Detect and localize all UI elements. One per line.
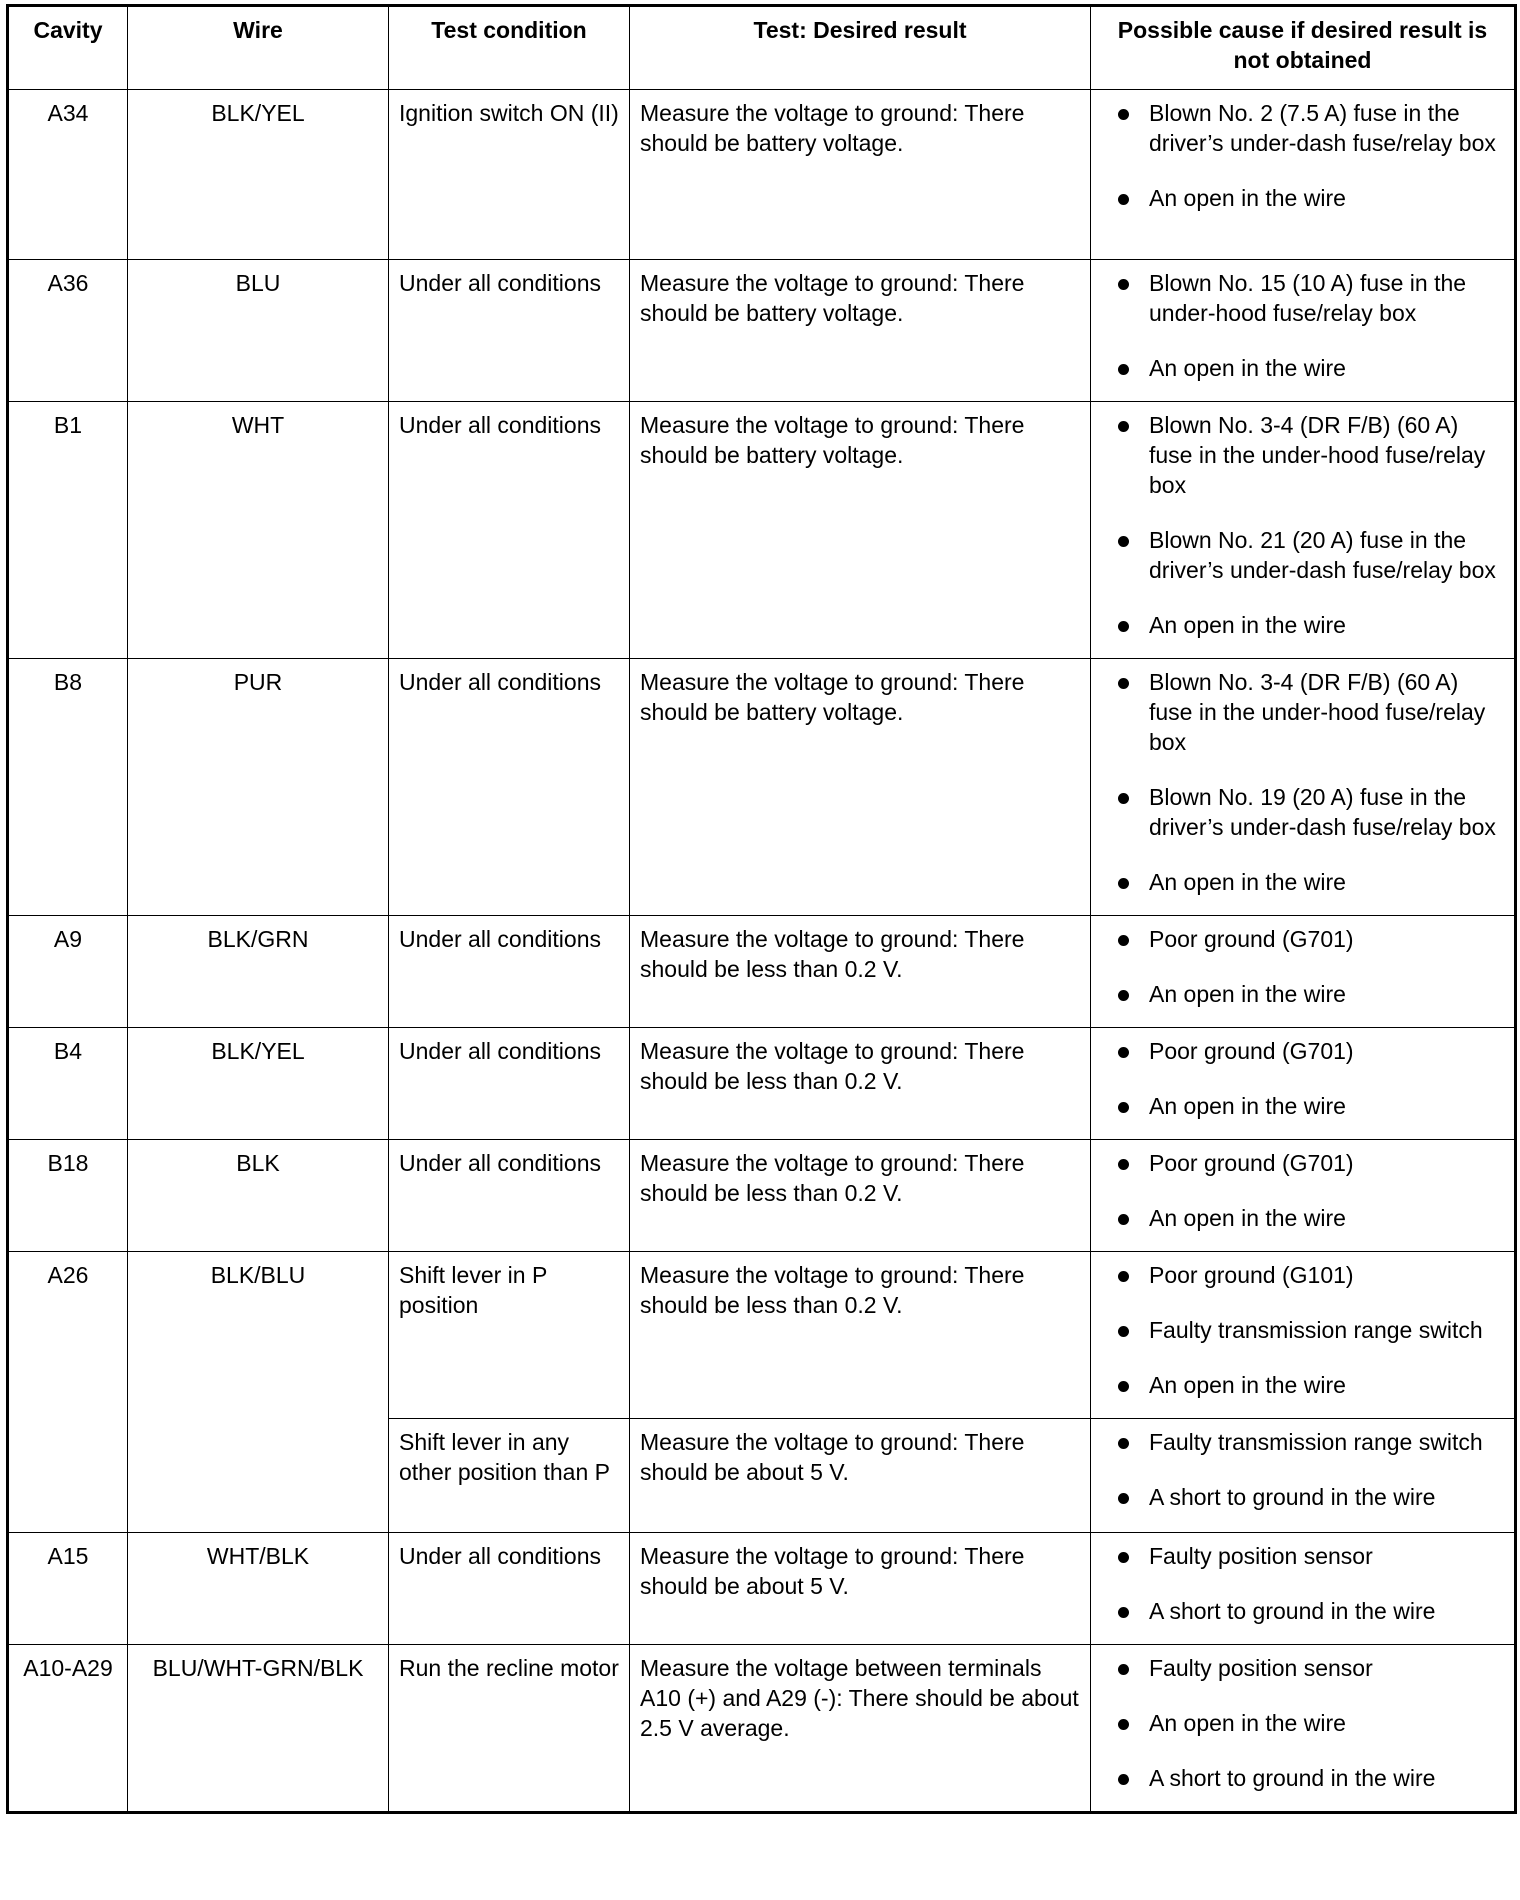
bullet-icon — [1118, 364, 1129, 375]
test-condition-cell: Under all conditions — [389, 1140, 630, 1252]
desired-result-cell: Measure the voltage to ground: There should be battery voltage. — [630, 659, 1091, 916]
wire-cell: BLU/WHT-GRN/BLK — [128, 1645, 389, 1813]
cause-list-item — [1101, 782, 1504, 842]
cause-text: Blown No. 3-4 (DR F/B) (60 A) fuse in the under-hood fuse/relay box — [1149, 412, 1486, 498]
cavity-cell: A15 — [8, 1533, 128, 1645]
possible-cause-cell — [1091, 1028, 1516, 1140]
test-condition-cell: Under all conditions — [389, 402, 630, 659]
bullet-icon — [1118, 1552, 1129, 1563]
test-condition-cell: Shift lever in P position — [389, 1252, 630, 1419]
cause-text: Blown No. 19 (20 A) fuse in the driver’s under-dash fuse/relay box — [1149, 784, 1496, 840]
cause-text: Blown No. 21 (20 A) fuse in the driver’s under-dash fuse/relay box — [1149, 527, 1496, 583]
cavity-cell: B18 — [8, 1140, 128, 1252]
cause-text: A short to ground in the wire — [1149, 1484, 1436, 1510]
cause-list — [1101, 1427, 1504, 1512]
cause-list-item — [1101, 979, 1504, 1009]
cause-text: An open in the wire — [1149, 185, 1346, 211]
cause-text: Faulty transmission range switch — [1149, 1317, 1483, 1343]
possible-cause-cell — [1091, 1533, 1516, 1645]
table-row — [8, 1252, 1516, 1419]
wire-cell: BLK/GRN — [128, 916, 389, 1028]
bullet-icon — [1118, 878, 1129, 889]
cause-list — [1101, 924, 1504, 1009]
bullet-icon — [1118, 1102, 1129, 1113]
wire-cell: BLK/YEL — [128, 90, 389, 260]
bullet-icon — [1118, 1774, 1129, 1785]
table-row — [8, 916, 1516, 1028]
cavity-cell: B4 — [8, 1028, 128, 1140]
cause-list-item — [1101, 525, 1504, 585]
cause-text: Poor ground (G101) — [1149, 1262, 1354, 1288]
cause-text: Blown No. 2 (7.5 A) fuse in the driver’s under-dash fuse/relay box — [1149, 100, 1496, 156]
wire-cell: BLK/BLU — [128, 1252, 389, 1533]
cause-text: Poor ground (G701) — [1149, 1150, 1354, 1176]
cause-list-item — [1101, 98, 1504, 158]
cause-list-item — [1101, 1203, 1504, 1233]
table-row — [8, 402, 1516, 659]
bullet-icon — [1118, 279, 1129, 290]
table-row — [8, 659, 1516, 916]
cause-list — [1101, 1148, 1504, 1233]
header-desired-result: Test: Desired result — [630, 6, 1091, 90]
cavity-cell: A10-A29 — [8, 1645, 128, 1813]
cause-list-item — [1101, 1541, 1504, 1571]
possible-cause-cell — [1091, 916, 1516, 1028]
cause-list — [1101, 1653, 1504, 1793]
test-condition-cell: Under all conditions — [389, 659, 630, 916]
cause-text: A short to ground in the wire — [1149, 1598, 1436, 1624]
wire-cell: WHT — [128, 402, 389, 659]
table-row — [8, 260, 1516, 402]
bullet-icon — [1118, 935, 1129, 946]
bullet-icon — [1118, 536, 1129, 547]
desired-result-cell: Measure the voltage to ground: There should be about 5 V. — [630, 1419, 1091, 1533]
cause-text: Faulty transmission range switch — [1149, 1429, 1483, 1455]
desired-result-cell: Measure the voltage between terminals A10 (+) and A29 (-): There should be about 2.5 V average. — [630, 1645, 1091, 1813]
table-row — [8, 1533, 1516, 1645]
table-row — [8, 1140, 1516, 1252]
cavity-cell: B1 — [8, 402, 128, 659]
cause-list-item — [1101, 353, 1504, 383]
cause-text: Poor ground (G701) — [1149, 1038, 1354, 1064]
cause-list-item — [1101, 1260, 1504, 1290]
cause-list-item — [1101, 1148, 1504, 1178]
bullet-icon — [1118, 1719, 1129, 1730]
cause-list-item — [1101, 1315, 1504, 1345]
possible-cause-cell — [1091, 90, 1516, 260]
cavity-cell: A9 — [8, 916, 128, 1028]
wire-cell: PUR — [128, 659, 389, 916]
bullet-icon — [1118, 621, 1129, 632]
test-condition-cell: Under all conditions — [389, 1533, 630, 1645]
cause-list-item — [1101, 1036, 1504, 1066]
cause-list-item — [1101, 1370, 1504, 1400]
desired-result-cell: Measure the voltage to ground: There should be about 5 V. — [630, 1533, 1091, 1645]
cavity-cell: A26 — [8, 1252, 128, 1533]
wire-cell: BLU — [128, 260, 389, 402]
bullet-icon — [1118, 1607, 1129, 1618]
bullet-icon — [1118, 1664, 1129, 1675]
possible-cause-cell — [1091, 1252, 1516, 1419]
desired-result-cell: Measure the voltage to ground: There should be battery voltage. — [630, 260, 1091, 402]
possible-cause-cell — [1091, 659, 1516, 916]
cause-list — [1101, 98, 1504, 213]
cause-text: An open in the wire — [1149, 1093, 1346, 1119]
header-wire: Wire — [128, 6, 389, 90]
wire-cell: BLK — [128, 1140, 389, 1252]
header-row — [8, 6, 1516, 90]
cavity-cell: A34 — [8, 90, 128, 260]
cause-text: Blown No. 3-4 (DR F/B) (60 A) fuse in the under-hood fuse/relay box — [1149, 669, 1486, 755]
cause-list-item — [1101, 924, 1504, 954]
desired-result-cell: Measure the voltage to ground: There should be battery voltage. — [630, 402, 1091, 659]
wire-cell: WHT/BLK — [128, 1533, 389, 1645]
cause-list-item — [1101, 1708, 1504, 1738]
cavity-cell: A36 — [8, 260, 128, 402]
bullet-icon — [1118, 194, 1129, 205]
bullet-icon — [1118, 1326, 1129, 1337]
cause-list — [1101, 268, 1504, 383]
cause-list-item — [1101, 268, 1504, 328]
cause-text: Faulty position sensor — [1149, 1543, 1373, 1569]
desired-result-cell: Measure the voltage to ground: There should be less than 0.2 V. — [630, 1028, 1091, 1140]
header-cavity: Cavity — [8, 6, 128, 90]
possible-cause-cell — [1091, 402, 1516, 659]
bullet-icon — [1118, 1381, 1129, 1392]
table-row — [8, 1645, 1516, 1813]
cause-text: An open in the wire — [1149, 981, 1346, 1007]
cause-list-item — [1101, 1482, 1504, 1512]
cause-text: An open in the wire — [1149, 1205, 1346, 1231]
test-condition-cell: Run the recline motor — [389, 1645, 630, 1813]
cause-text: Poor ground (G701) — [1149, 926, 1354, 952]
cause-text: Blown No. 15 (10 A) fuse in the under-hood fuse/relay box — [1149, 270, 1467, 326]
test-condition-cell: Under all conditions — [389, 260, 630, 402]
bullet-icon — [1118, 1493, 1129, 1504]
cause-list-item — [1101, 1653, 1504, 1683]
bullet-icon — [1118, 1271, 1129, 1282]
bullet-icon — [1118, 1159, 1129, 1170]
cause-text: An open in the wire — [1149, 1372, 1346, 1398]
possible-cause-cell — [1091, 1645, 1516, 1813]
bullet-icon — [1118, 109, 1129, 120]
desired-result-cell: Measure the voltage to ground: There should be less than 0.2 V. — [630, 1140, 1091, 1252]
desired-result-cell: Measure the voltage to ground: There should be less than 0.2 V. — [630, 916, 1091, 1028]
cause-list-item — [1101, 1427, 1504, 1457]
wire-cell: BLK/YEL — [128, 1028, 389, 1140]
possible-cause-cell — [1091, 260, 1516, 402]
possible-cause-cell — [1091, 1140, 1516, 1252]
table-row — [8, 1028, 1516, 1140]
possible-cause-cell — [1091, 1419, 1516, 1533]
cause-text: A short to ground in the wire — [1149, 1765, 1436, 1791]
table-row — [8, 90, 1516, 260]
bullet-icon — [1118, 1438, 1129, 1449]
cause-list-item — [1101, 667, 1504, 757]
cavity-cell: B8 — [8, 659, 128, 916]
bullet-icon — [1118, 1214, 1129, 1225]
bullet-icon — [1118, 990, 1129, 1001]
cause-list — [1101, 1260, 1504, 1400]
cause-list-item — [1101, 410, 1504, 500]
header-possible-cause: Possible cause if desired result is not obtained — [1091, 6, 1516, 90]
cause-list — [1101, 410, 1504, 640]
test-condition-cell: Shift lever in any other position than P — [389, 1419, 630, 1533]
test-condition-cell: Ignition switch ON (II) — [389, 90, 630, 260]
desired-result-cell: Measure the voltage to ground: There should be battery voltage. — [630, 90, 1091, 260]
cause-list-item — [1101, 1763, 1504, 1793]
cause-list-item — [1101, 1596, 1504, 1626]
cause-text: An open in the wire — [1149, 355, 1346, 381]
bullet-icon — [1118, 678, 1129, 689]
bullet-icon — [1118, 793, 1129, 804]
cause-list — [1101, 667, 1504, 897]
bullet-icon — [1118, 1047, 1129, 1058]
cause-list-item — [1101, 183, 1504, 213]
cause-list — [1101, 1036, 1504, 1121]
test-condition-cell: Under all conditions — [389, 1028, 630, 1140]
cause-list — [1101, 1541, 1504, 1626]
cause-list-item — [1101, 867, 1504, 897]
cause-text: An open in the wire — [1149, 1710, 1346, 1736]
troubleshooting-table — [6, 4, 1517, 1814]
cause-text: Faulty position sensor — [1149, 1655, 1373, 1681]
cause-text: An open in the wire — [1149, 869, 1346, 895]
desired-result-cell: Measure the voltage to ground: There should be less than 0.2 V. — [630, 1252, 1091, 1419]
cause-text: An open in the wire — [1149, 612, 1346, 638]
table-body — [8, 90, 1516, 1813]
header-test-condition: Test condition — [389, 6, 630, 90]
bullet-icon — [1118, 421, 1129, 432]
cause-list-item — [1101, 1091, 1504, 1121]
cause-list-item — [1101, 610, 1504, 640]
test-condition-cell: Under all conditions — [389, 916, 630, 1028]
document-page — [6, 4, 1514, 1894]
